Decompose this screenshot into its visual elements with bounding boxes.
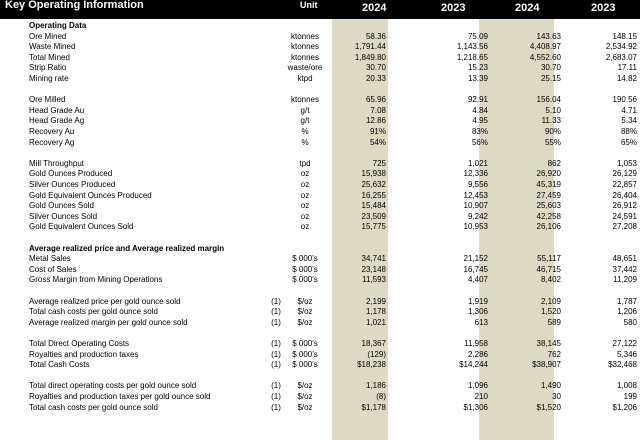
- table-row: [0, 74, 640, 84]
- row-value-3: 55%: [544, 137, 561, 147]
- table-row: [0, 339, 640, 349]
- row-value-3: 11.33: [541, 116, 561, 126]
- row-value-3: 42,258: [536, 211, 561, 221]
- row-unit: ktonnes: [290, 31, 320, 41]
- table-row: [0, 159, 640, 169]
- row-label: Royalties and production taxes per gold ounce sold: [29, 392, 211, 401]
- row-unit: $/oz: [297, 402, 313, 412]
- table-row: [0, 201, 640, 211]
- row-value-1: 15,484: [361, 201, 386, 211]
- row-value-2: 10,907: [463, 201, 488, 211]
- row-value-1: 20.33: [365, 74, 386, 83]
- row-label: Silver Ounces Sold: [29, 211, 98, 221]
- row-value-3: 589: [547, 317, 561, 327]
- row-value-2: 613: [474, 317, 488, 327]
- row-label: Total Direct Operating Costs: [29, 339, 130, 348]
- table-row: [0, 32, 640, 42]
- row-value-4: 26,912: [612, 201, 637, 211]
- table-row: [0, 265, 640, 275]
- row-unit: ktpd: [297, 74, 313, 83]
- year-header-4: 2023: [591, 2, 616, 14]
- table-row: [0, 307, 640, 317]
- row-label: Operating Data: [29, 21, 87, 30]
- row-unit: ktonnes: [290, 42, 320, 52]
- row-label: Gold Ounces Produced: [29, 169, 113, 179]
- year-header-2: 2023: [441, 2, 466, 14]
- row-value-2: 75.09: [467, 31, 488, 41]
- row-note: (1): [271, 392, 281, 401]
- row-value-3: 30.70: [540, 63, 561, 73]
- row-value-1: 7.08: [370, 105, 386, 115]
- table-row: [0, 403, 640, 413]
- table-row: [0, 244, 640, 254]
- row-value-3: 26,920: [536, 169, 561, 179]
- table-row: [0, 350, 640, 360]
- row-value-2: 1,021: [467, 158, 488, 168]
- row-value-3: 45,319: [536, 180, 561, 189]
- row-value-1: 1,178: [365, 307, 386, 317]
- row-value-3: 26,106: [536, 222, 561, 232]
- row-unit: $/oz: [297, 381, 313, 391]
- row-unit: $ 000's: [292, 360, 318, 370]
- table-row: [0, 212, 640, 222]
- row-value-4: 148.15: [612, 31, 637, 41]
- row-value-3: 1,520: [540, 307, 561, 317]
- row-label: Cost of Sales: [29, 264, 77, 274]
- row-unit: oz: [300, 201, 310, 211]
- row-label: Ore Mined: [29, 31, 67, 41]
- table-row: [0, 95, 640, 105]
- row-value-1: 16,255: [361, 190, 386, 200]
- row-value-2: 1,143.56: [456, 42, 488, 52]
- row-value-1: 25,632: [361, 180, 386, 189]
- table-row: [0, 191, 640, 201]
- row-unit: %: [301, 137, 309, 147]
- row-value-3: 1,490: [540, 381, 561, 391]
- row-value-2: 1,919: [467, 296, 488, 306]
- row-label: Recovery Au: [29, 127, 75, 136]
- row-unit: g/t: [300, 116, 310, 126]
- row-value-1: 58.36: [365, 31, 386, 41]
- table-row: [0, 42, 640, 52]
- table-row: [0, 297, 640, 307]
- row-note: (1): [271, 349, 281, 359]
- row-label: Gold Ounces Sold: [29, 201, 94, 211]
- row-value-1: 15,938: [361, 169, 386, 179]
- table-row: [0, 169, 640, 179]
- row-value-1: 34,741: [361, 254, 386, 264]
- year-header-1: 2024: [362, 2, 387, 14]
- row-value-4: 2,683.07: [605, 52, 637, 62]
- row-value-4: 11,209: [613, 275, 637, 285]
- row-note: (1): [271, 296, 281, 306]
- table-row: [0, 53, 640, 63]
- row-value-1: 23,148: [361, 264, 386, 274]
- row-value-4: 22,857: [612, 180, 637, 189]
- row-value-4: $32,468: [608, 360, 637, 370]
- table-row: [0, 318, 640, 328]
- row-value-4: 1,008: [616, 381, 637, 391]
- row-value-2: 16,745: [463, 264, 488, 274]
- row-value-3: 2,109: [540, 296, 561, 306]
- row-label: Mining rate: [29, 74, 69, 83]
- row-value-1: 1,791.44: [354, 42, 386, 52]
- row-value-2: 13.39: [467, 74, 488, 83]
- row-value-3: 4,408.97: [529, 42, 561, 52]
- table-row: [0, 222, 640, 232]
- row-value-2: $14,244: [459, 360, 488, 370]
- row-value-4: 26,129: [612, 169, 637, 179]
- row-value-3: 90%: [544, 127, 561, 136]
- year-header-3: 2024: [515, 2, 540, 14]
- row-unit: $ 000's: [292, 275, 318, 285]
- row-unit: ktonnes: [290, 52, 320, 62]
- row-value-1: 1,186: [365, 381, 386, 391]
- row-value-2: 9,242: [467, 211, 488, 221]
- row-note: (1): [271, 381, 281, 391]
- row-note: (1): [271, 360, 281, 370]
- row-label: Gold Equivalent Ounces Produced: [29, 190, 152, 200]
- row-value-4: 27,208: [612, 222, 637, 232]
- row-value-4: $1,206: [612, 402, 637, 412]
- table-row: [0, 127, 640, 137]
- row-value-4: 88%: [620, 127, 637, 136]
- row-value-1: (8): [376, 392, 386, 401]
- table-row: [0, 275, 640, 285]
- row-value-2: 4,407: [467, 275, 488, 285]
- row-value-3: 8,402: [540, 275, 561, 285]
- row-value-3: 30: [552, 392, 561, 401]
- row-unit: oz: [300, 211, 310, 221]
- table-row: [0, 106, 640, 116]
- row-value-2: $1,306: [463, 402, 488, 412]
- row-label: Total cash costs per gold ounce sold: [29, 307, 158, 317]
- unit-header: Unit: [300, 0, 318, 10]
- row-unit: $ 000's: [292, 349, 318, 359]
- row-value-1: 2,199: [365, 296, 386, 306]
- row-value-1: $1,178: [361, 402, 386, 412]
- row-value-3: $1,520: [536, 402, 561, 412]
- row-value-2: 9,556: [467, 180, 488, 189]
- row-label: Average realized price and Average realized margin: [29, 243, 225, 253]
- row-value-4: 5,346: [616, 349, 637, 359]
- row-unit: $/oz: [297, 392, 313, 401]
- row-value-3: 862: [547, 158, 561, 168]
- row-label: Head Grade Au: [29, 105, 85, 115]
- row-value-1: 1,849.80: [354, 52, 386, 62]
- row-value-3: 46,715: [536, 264, 561, 274]
- row-label: Recovery Ag: [29, 137, 75, 147]
- row-value-4: 14.82: [616, 74, 637, 83]
- table-row: [0, 63, 640, 73]
- row-value-1: 18,367: [361, 339, 386, 348]
- row-value-2: 21,152: [463, 254, 488, 264]
- row-unit: $ 000's: [292, 339, 318, 348]
- row-value-3: 5.10: [545, 105, 561, 115]
- table-title: Key Operating Information: [5, 0, 144, 11]
- row-value-2: 15.23: [467, 63, 488, 73]
- table-row: [0, 381, 640, 391]
- row-value-4: 26,404: [612, 190, 637, 200]
- row-unit: g/t: [300, 105, 310, 115]
- row-value-4: 37,442: [612, 264, 637, 274]
- row-value-4: 580: [623, 317, 637, 327]
- row-value-1: 54%: [369, 137, 386, 147]
- row-value-3: 27,459: [536, 190, 561, 200]
- row-value-4: 24,591: [612, 211, 637, 221]
- row-value-2: 56%: [471, 137, 488, 147]
- row-value-1: (129): [367, 349, 386, 359]
- row-value-1: 30.70: [365, 63, 386, 73]
- row-value-1: 15,775: [361, 222, 386, 232]
- row-unit: $ 000's: [292, 264, 318, 274]
- row-unit: $ 000's: [292, 254, 318, 264]
- row-value-1: 11,593: [362, 275, 386, 285]
- row-unit: oz: [300, 190, 310, 200]
- row-value-1: 12.86: [365, 116, 386, 126]
- row-value-1: 725: [372, 158, 386, 168]
- row-label: Average realized margin per gold ounce sold: [29, 317, 188, 327]
- row-value-3: 25,603: [536, 201, 561, 211]
- row-note: (1): [271, 307, 281, 317]
- row-value-4: 1,787: [616, 296, 637, 306]
- row-label: Total Mined: [29, 52, 70, 62]
- row-value-2: 11,958: [464, 339, 488, 348]
- row-label: Gold Equivalent Ounces Sold: [29, 222, 134, 232]
- row-label: Royalties and production taxes: [29, 349, 139, 359]
- row-value-4: 5.34: [621, 116, 637, 126]
- table-row: [0, 392, 640, 402]
- row-value-4: 65%: [620, 137, 637, 147]
- row-value-2: 1,096: [467, 381, 488, 391]
- row-value-2: 10,953: [463, 222, 488, 232]
- row-value-4: 190.56: [612, 95, 637, 105]
- row-value-3: 156.04: [536, 95, 561, 105]
- row-value-2: 92.91: [467, 95, 488, 105]
- row-value-2: 210: [474, 392, 488, 401]
- row-value-2: 1,218.65: [456, 52, 488, 62]
- row-value-3: 55,117: [537, 254, 561, 264]
- row-value-1: 1,021: [365, 317, 386, 327]
- row-value-3: 4,552.60: [529, 52, 561, 62]
- table-header: [0, 0, 640, 19]
- row-value-2: 4.95: [472, 116, 488, 126]
- row-value-4: 4.71: [621, 105, 637, 115]
- table-row: [0, 360, 640, 370]
- table-row: [0, 116, 640, 126]
- row-label: Total direct operating costs per gold ounce sold: [29, 381, 197, 391]
- row-label: Average realized price per gold ounce sold: [29, 296, 181, 306]
- row-unit: oz: [300, 169, 310, 179]
- row-label: Gross Margin from Mining Operations: [29, 275, 163, 285]
- row-value-3: 38,145: [536, 339, 561, 348]
- row-value-4: 27,122: [612, 339, 637, 348]
- row-note: (1): [271, 402, 281, 412]
- row-value-4: 1,206: [616, 307, 637, 317]
- row-value-2: 4.84: [472, 105, 488, 115]
- row-value-2: 2,286: [467, 349, 488, 359]
- row-value-3: 143.63: [536, 31, 561, 41]
- table-row: [0, 138, 640, 148]
- row-value-4: 2,534.92: [605, 42, 637, 52]
- row-label: Total cash costs per gold ounce sold: [29, 402, 158, 412]
- row-value-1: 65.96: [365, 95, 386, 105]
- row-label: Head Grade Ag: [29, 116, 85, 126]
- row-note: (1): [271, 317, 281, 327]
- row-unit: %: [301, 127, 309, 136]
- row-value-3: 25.15: [540, 74, 561, 83]
- row-value-4: 17.11: [617, 63, 637, 73]
- row-value-2: 1,306: [467, 307, 488, 317]
- row-note: (1): [271, 339, 281, 348]
- row-value-2: 12,453: [463, 190, 488, 200]
- row-value-2: 12,336: [463, 169, 488, 179]
- row-value-4: 1,053: [616, 158, 637, 168]
- row-label: Silver Ounces Produced: [29, 180, 116, 189]
- row-label: Metal Sales: [29, 254, 71, 264]
- row-unit: tpd: [299, 158, 311, 168]
- row-unit: oz: [300, 180, 310, 189]
- row-value-3: 762: [547, 349, 561, 359]
- row-label: Strip Ratio: [29, 63, 67, 73]
- row-unit: $/oz: [297, 296, 313, 306]
- row-unit: oz: [300, 222, 310, 232]
- row-label: Mill Throughput: [29, 158, 84, 168]
- row-value-4: 48,651: [612, 254, 637, 264]
- row-value-2: 83%: [471, 127, 488, 136]
- table-row: [0, 21, 640, 31]
- row-unit: $/oz: [297, 317, 313, 327]
- row-value-1: 91%: [369, 127, 386, 136]
- row-label: Ore Milled: [29, 95, 66, 105]
- table-row: [0, 254, 640, 264]
- row-unit: ktonnes: [290, 95, 320, 105]
- row-label: Total Cash Costs: [29, 360, 90, 370]
- row-label: Waste Mined: [29, 42, 76, 52]
- row-value-4: 199: [623, 392, 637, 401]
- row-unit: $/oz: [297, 307, 313, 317]
- table-row: [0, 180, 640, 190]
- row-value-1: $18,238: [357, 360, 386, 370]
- row-value-3: $38,907: [532, 360, 561, 370]
- row-unit: waste/ore: [287, 63, 323, 73]
- row-value-1: 23,509: [361, 211, 386, 221]
